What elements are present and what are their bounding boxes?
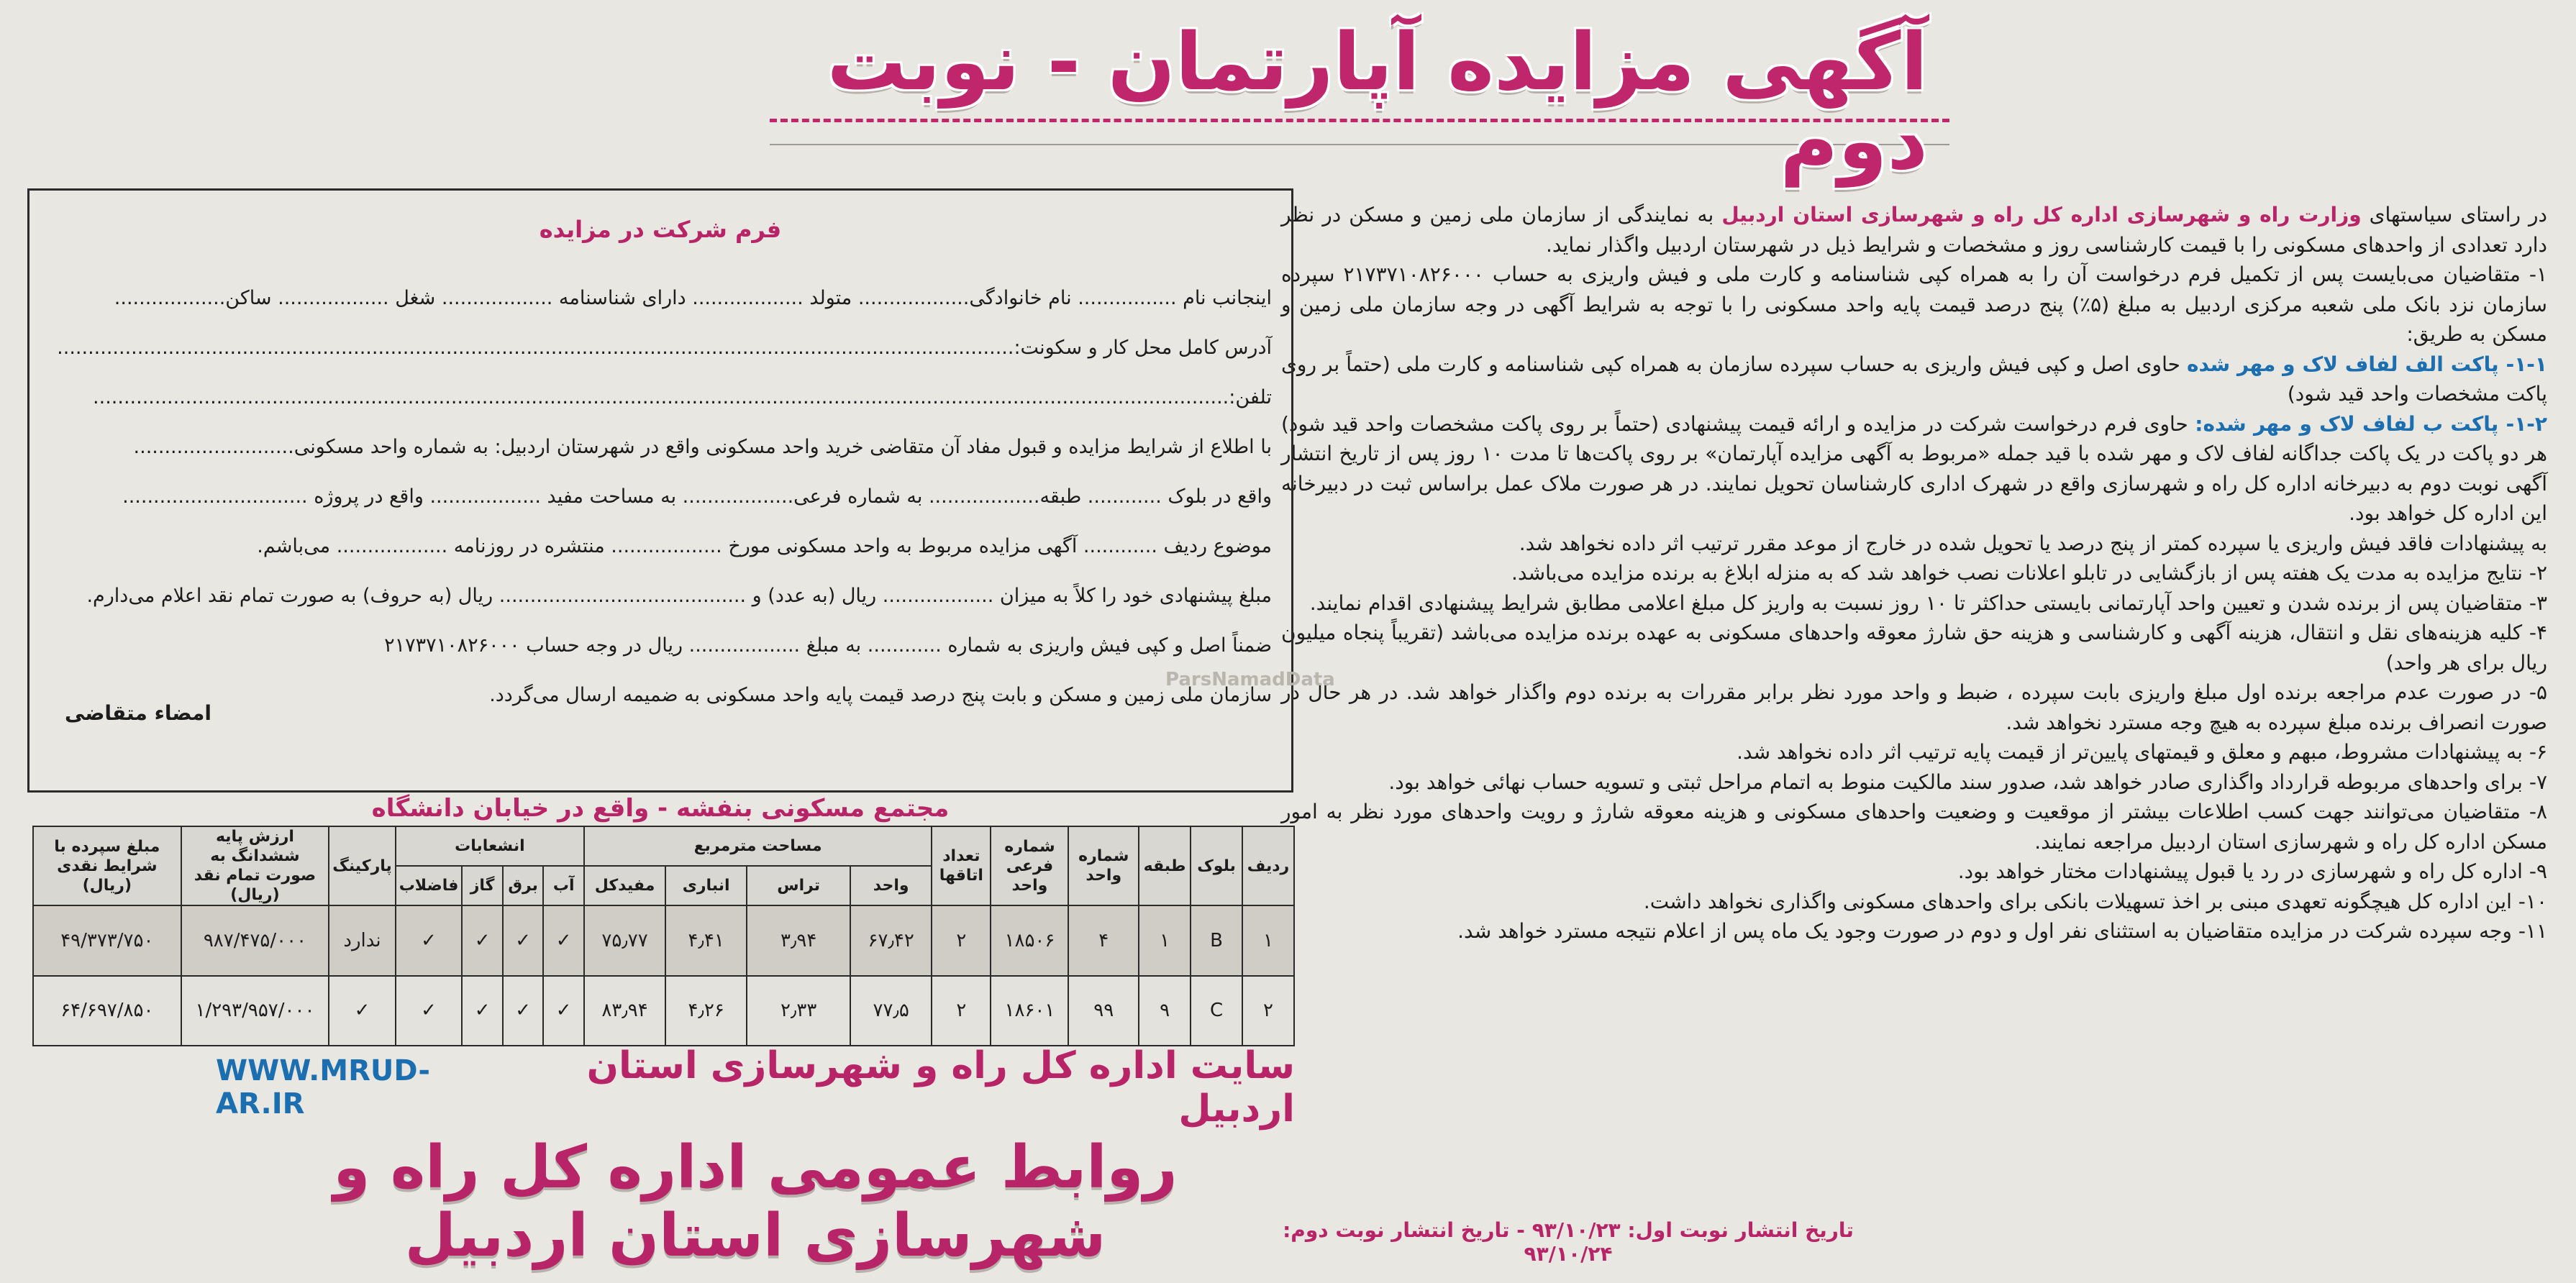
cell-parking: ندارد xyxy=(329,905,396,976)
cell-area-net: ۸۳٫۹۴ xyxy=(584,976,665,1046)
form-line-organization: سازمان ملی زمین و مسکن و بابت پنج درصد قیمت پایه واحد مسکونی به ضمیمه ارسال می‌گردد. xyxy=(489,684,1272,706)
cell-block: C xyxy=(1191,976,1242,1046)
th-area-terrace: تراس xyxy=(747,866,850,905)
publication-dates: تاریخ انتشار نوبت اول: ۹۳/۱۰/۲۳ - تاریخ انتشار نوبت دوم: ۹۳/۱۰/۲۴ xyxy=(1283,1218,1854,1266)
clause-2: ۲- نتایج مزایده به مدت یک هفته پس از بازگشایی در تابلو اعلانات نصب خواهد شد که به منزله ابلاغ به برنده مزایده می‌باشد. xyxy=(1511,561,2547,585)
cell-floor: ۱ xyxy=(1139,905,1191,976)
check-icon: ✓ xyxy=(543,976,584,1046)
ad-title: آگهی مزایده آپارتمان - نوبت دوم xyxy=(827,16,1928,187)
cell-price: ۹۸۷/۴۷۵/۰۰۰ xyxy=(181,905,329,976)
website-line xyxy=(216,1044,1295,1131)
check-icon: ✓ xyxy=(503,905,544,976)
check-icon: ✓ xyxy=(462,976,503,1046)
th-area-group: مساحت مترمربع xyxy=(584,826,932,866)
check-icon: ✓ xyxy=(543,905,584,976)
clause-1-1 xyxy=(1281,350,2547,409)
th-floor: طبقه xyxy=(1139,826,1191,905)
th-area-store: انباری xyxy=(665,866,747,905)
units-table xyxy=(32,826,1295,1046)
form-line-location: واقع در بلوک ............ طبقه.................. به شماره فرعی.................. به مساحت مفید .................. واقع در پروژه .............................. xyxy=(122,485,1272,508)
cell-row: ۲ xyxy=(1242,976,1294,1046)
check-icon: ✓ xyxy=(329,976,396,1046)
cell-floor: ۹ xyxy=(1139,976,1191,1046)
th-price: ارزش پایه ششدانگ به صورت تمام نقد (ریال) xyxy=(181,826,329,905)
cell-block: B xyxy=(1191,905,1242,976)
th-sub-no: شماره فرعی واحد xyxy=(991,826,1068,905)
intro-part2: به نمایندگی از سازمان ملی زمین و مسکن در نظر دارد تعدادی از واحدهای مسکونی را با قیمت کارشناسی روز و مشخصات و شرایط ذیل در شهرستان اردبیل واگذار نماید. xyxy=(1281,203,2547,257)
clause-10: ۱۰- این اداره کل هیچگونه تعهدی مبنی بر اخذ تسهیلات بانکی برای واحدهای مسکونی واگذاری نخواهد داشت. xyxy=(1643,889,2547,913)
th-area-unit: واحد xyxy=(850,866,932,905)
th-utilities-group: انشعابات xyxy=(396,826,584,866)
th-block: بلوک xyxy=(1191,826,1242,905)
clause-1-2-text: حاوی فرم درخواست شرکت در مزایده و ارائه قیمت پیشنهادی (حتماً بر روی پاکت مشخصات واحد قید شود) هر دو پاکت در یک پاکت جداگانه لفاف لاک و مهر شده با قید جمله «مربوط به آگهی مزایده آپارتمان» بر روی پاکت‌ها تا مدت ۱۰ روز پس از تاریخ انتشار آگهی نوبت دوم به دبیرخانه اداره کل راه و شهرسازی واقع در شهرک اداری کارشناسان تحویل نمایند. در هر صورت ملاک عمل براساس ثبت در دبیرخانه این اداره کل خواهد بود. xyxy=(1281,411,2547,525)
th-sewage: فاضلاب xyxy=(396,866,463,905)
cell-area-unit: ۷۷٫۵ xyxy=(850,976,932,1046)
cell-deposit: ۶۴/۶۹۷/۸۵۰ xyxy=(33,976,181,1046)
clause-1: ۱- متقاضیان می‌بایست پس از تکمیل فرم درخواست آن را به همراه کپی شناسنامه و کارت ملی و فیش واریزی به حساب ۲۱۷۳۷۱۰۸۲۶۰۰۰ سپرده سازمان نزد بانک ملی شعبه مرکزی اردبیل به مبلغ (۵٪) پنج درصد قیمت پایه واحد مسکونی را با توجه به شرایط آگهی در وجه سازمان ملی زمین و مسکن به طریق: xyxy=(1281,262,2547,346)
clause-3: ۳- متقاضیان پس از برنده شدن و تعیین واحد آپارتمانی بایستی حداکثر تا ۱۰ روز نسبت به واریز کل مبلغ اعلامی مطابق شرایط پیشنهادی اقدام نمایند. xyxy=(1309,590,2547,615)
intro-paragraph xyxy=(1281,200,2547,260)
clause-8: ۸- متقاضیان می‌توانند جهت کسب اطلاعات بیشتر از موقعیت و وضعیت واحدهای مسکونی و هزینه معوقه شارژ و رویت واحدهای مورد نظر به امور مسکن اداره کل راه و شهرسازی استان اردبیل مراجعه نمایند. xyxy=(1281,800,2547,854)
th-parking: پارکینگ xyxy=(329,826,396,905)
table-row xyxy=(33,905,1294,976)
form-line-receipt: ضمناً اصل و کپی فیش واریزی به شماره ............ به مبلغ .................. ریال در وجه حساب ۲۱۷۳۷۱۰۸۲۶۰۰۰ xyxy=(384,634,1272,657)
cell-unit-no: ۴ xyxy=(1068,905,1139,976)
clause-4: ۴- کلیه هزینه‌های نقل و انتقال، هزینه آگهی و کارشناسی و هزینه حق شارژ معوقه واحدهای مسکونی به عهده برنده مزایده می‌باشد (تقریباً پنجاه میلیون ریال برای هر واحد) xyxy=(1281,621,2547,675)
check-icon: ✓ xyxy=(396,905,463,976)
cell-deposit: ۴۹/۳۷۳/۷۵۰ xyxy=(33,905,181,976)
form-line-address: آدرس کامل محل کار و سکونت:........................................................................................................................................................... xyxy=(57,337,1272,359)
website-url: WWW.MRUD-AR.IR xyxy=(216,1054,430,1120)
project-title: مجتمع مسکونی بنفشه - واقع در خیابان دانشگاه xyxy=(371,794,950,823)
cell-rooms: ۲ xyxy=(932,905,991,976)
cell-rooms: ۲ xyxy=(932,976,991,1046)
cell-area-store: ۴٫۴۱ xyxy=(665,905,747,976)
table-row xyxy=(33,976,1294,1046)
cell-area-terrace: ۳٫۹۴ xyxy=(747,905,850,976)
applicant-signature: امضاء متقاضی xyxy=(65,701,211,725)
form-line-unit: با اطلاع از شرایط مزایده و قبول مفاد آن متقاضی خرید واحد مسکونی واقع در شهرستان اردبیل: به شماره واحد مسکونی.......................... xyxy=(133,436,1272,458)
clause-11: ۱۱- وجه سپرده شرکت در مزایده متقاضیان به استثنای نفر اول و دوم در صورت وجود یک ماه پس از اعلام نتیجه مسترد خواهد شد. xyxy=(1457,919,2547,943)
th-power: برق xyxy=(503,866,544,905)
intro-part1: در راستای سیاستهای xyxy=(2361,203,2547,227)
th-gas: گاز xyxy=(462,866,503,905)
watermark: ParsNamadData xyxy=(1165,669,1335,690)
check-icon: ✓ xyxy=(462,905,503,976)
th-unit-no: شماره واحد xyxy=(1068,826,1139,905)
th-water: آب xyxy=(543,866,584,905)
form-line-identity: اینجانب نام ................ نام خانوادگی.................. متولد .................. دارای شناسنامه .................. شغل .................. ساکن.................. xyxy=(114,287,1272,309)
clause-1-1-text: حاوی اصل و کپی فیش واریزی به حساب سپرده سازمان به همراه کپی شناسنامه و کارت ملی (حتماً بر روی پاکت مشخصات واحد قید شود) xyxy=(1281,352,2547,406)
cell-area-terrace: ۲٫۳۳ xyxy=(747,976,850,1046)
check-icon: ✓ xyxy=(396,976,463,1046)
cell-area-net: ۷۵٫۷۷ xyxy=(584,905,665,976)
form-line-offer: مبلغ پیشنهادی خود را کلاً به میزان .................. ریال (به عدد) و ........................................ ریال (به حروف) به صورت تمام نقد اعلام می‌دارم. xyxy=(86,585,1272,607)
clause-7: ۷- برای واحدهای مربوطه قرارداد واگذاری صادر خواهد شد، صدور سند مالکیت منوط به اتمام مراحل ثبتی و تسویه حساب نهائی خواهد بود. xyxy=(1388,770,2547,794)
cell-unit-no: ۹۹ xyxy=(1068,976,1139,1046)
cell-sub-no: ۱۸۶۰۱ xyxy=(991,976,1068,1046)
website-label: سایت اداره کل راه و شهرسازی استان اردبیل xyxy=(586,1044,1295,1131)
intro-highlight: وزارت راه و شهرسازی اداره کل راه و شهرسازی استان اردبیل xyxy=(1721,203,2362,227)
th-deposit: مبلغ سپرده با شرایط نقدی (ریال) xyxy=(33,826,181,905)
check-icon: ✓ xyxy=(503,976,544,1046)
th-area-net: مفیدکل xyxy=(584,866,665,905)
deposit-note: به پیشنهادات فاقد فیش واریزی یا سپرده کمتر از پنج درصد یا تحویل شده در خارج از موعد مقرر ترتیب اثر داده نخواهد شد. xyxy=(1519,531,2547,555)
cell-sub-no: ۱۸۵۰۶ xyxy=(991,905,1068,976)
form-title: فرم شرکت در مزایده xyxy=(539,216,782,243)
public-relations-signature: روابط عمومی اداره کل راه و شهرسازی استان اردبیل xyxy=(333,1133,1178,1270)
clause-1-2 xyxy=(1281,409,2547,529)
cell-row: ۱ xyxy=(1242,905,1294,976)
th-row: ردیف xyxy=(1242,826,1294,905)
cell-price: ۱/۲۹۳/۹۵۷/۰۰۰ xyxy=(181,976,329,1046)
form-fields xyxy=(49,273,1272,720)
clause-5: ۵- در صورت عدم مراجعه برنده اول مبلغ واریزی بابت سپرده ، ضبط و واحد مورد نظر برابر مقررات به برنده دوم واگذار خواهد شد. در هر حال در صورت انصراف برنده مبلغ سپرده به هیچ وجه مسترد نخواهد شد. xyxy=(1281,680,2547,734)
cell-area-store: ۴٫۲۶ xyxy=(665,976,747,1046)
clause-9: ۹- اداره کل راه و شهرسازی در رد یا قبول پیشنهادات مختار خواهد بود. xyxy=(1957,859,2547,883)
cell-area-unit: ۶۷٫۴۲ xyxy=(850,905,932,976)
form-line-subject: موضوع ردیف ............ آگهی مزایده مربوط به واحد مسکونی مورخ .................. منتشره در روزنامه .................. می‌باشم. xyxy=(257,535,1272,557)
clause-1-1-label: ۱-۱- پاکت الف لفاف لاک و مهر شده xyxy=(2186,352,2548,376)
clause-1-2-label: ۱-۲- پاکت ب لفاف لاک و مهر شده: xyxy=(2195,411,2548,436)
clause-6: ۶- به پیشنهادات مشروط، مبهم و معلق و قیمتهای پایین‌تر از قیمت پایه ترتیب اثر داده نخواهد شد. xyxy=(1737,740,2547,764)
title-banner xyxy=(777,16,1928,187)
form-line-phone: تلفن:........................................................................................................................................................................................ xyxy=(93,386,1272,408)
th-rooms: تعداد اتاقها xyxy=(932,826,991,905)
terms-column xyxy=(1281,200,2547,946)
